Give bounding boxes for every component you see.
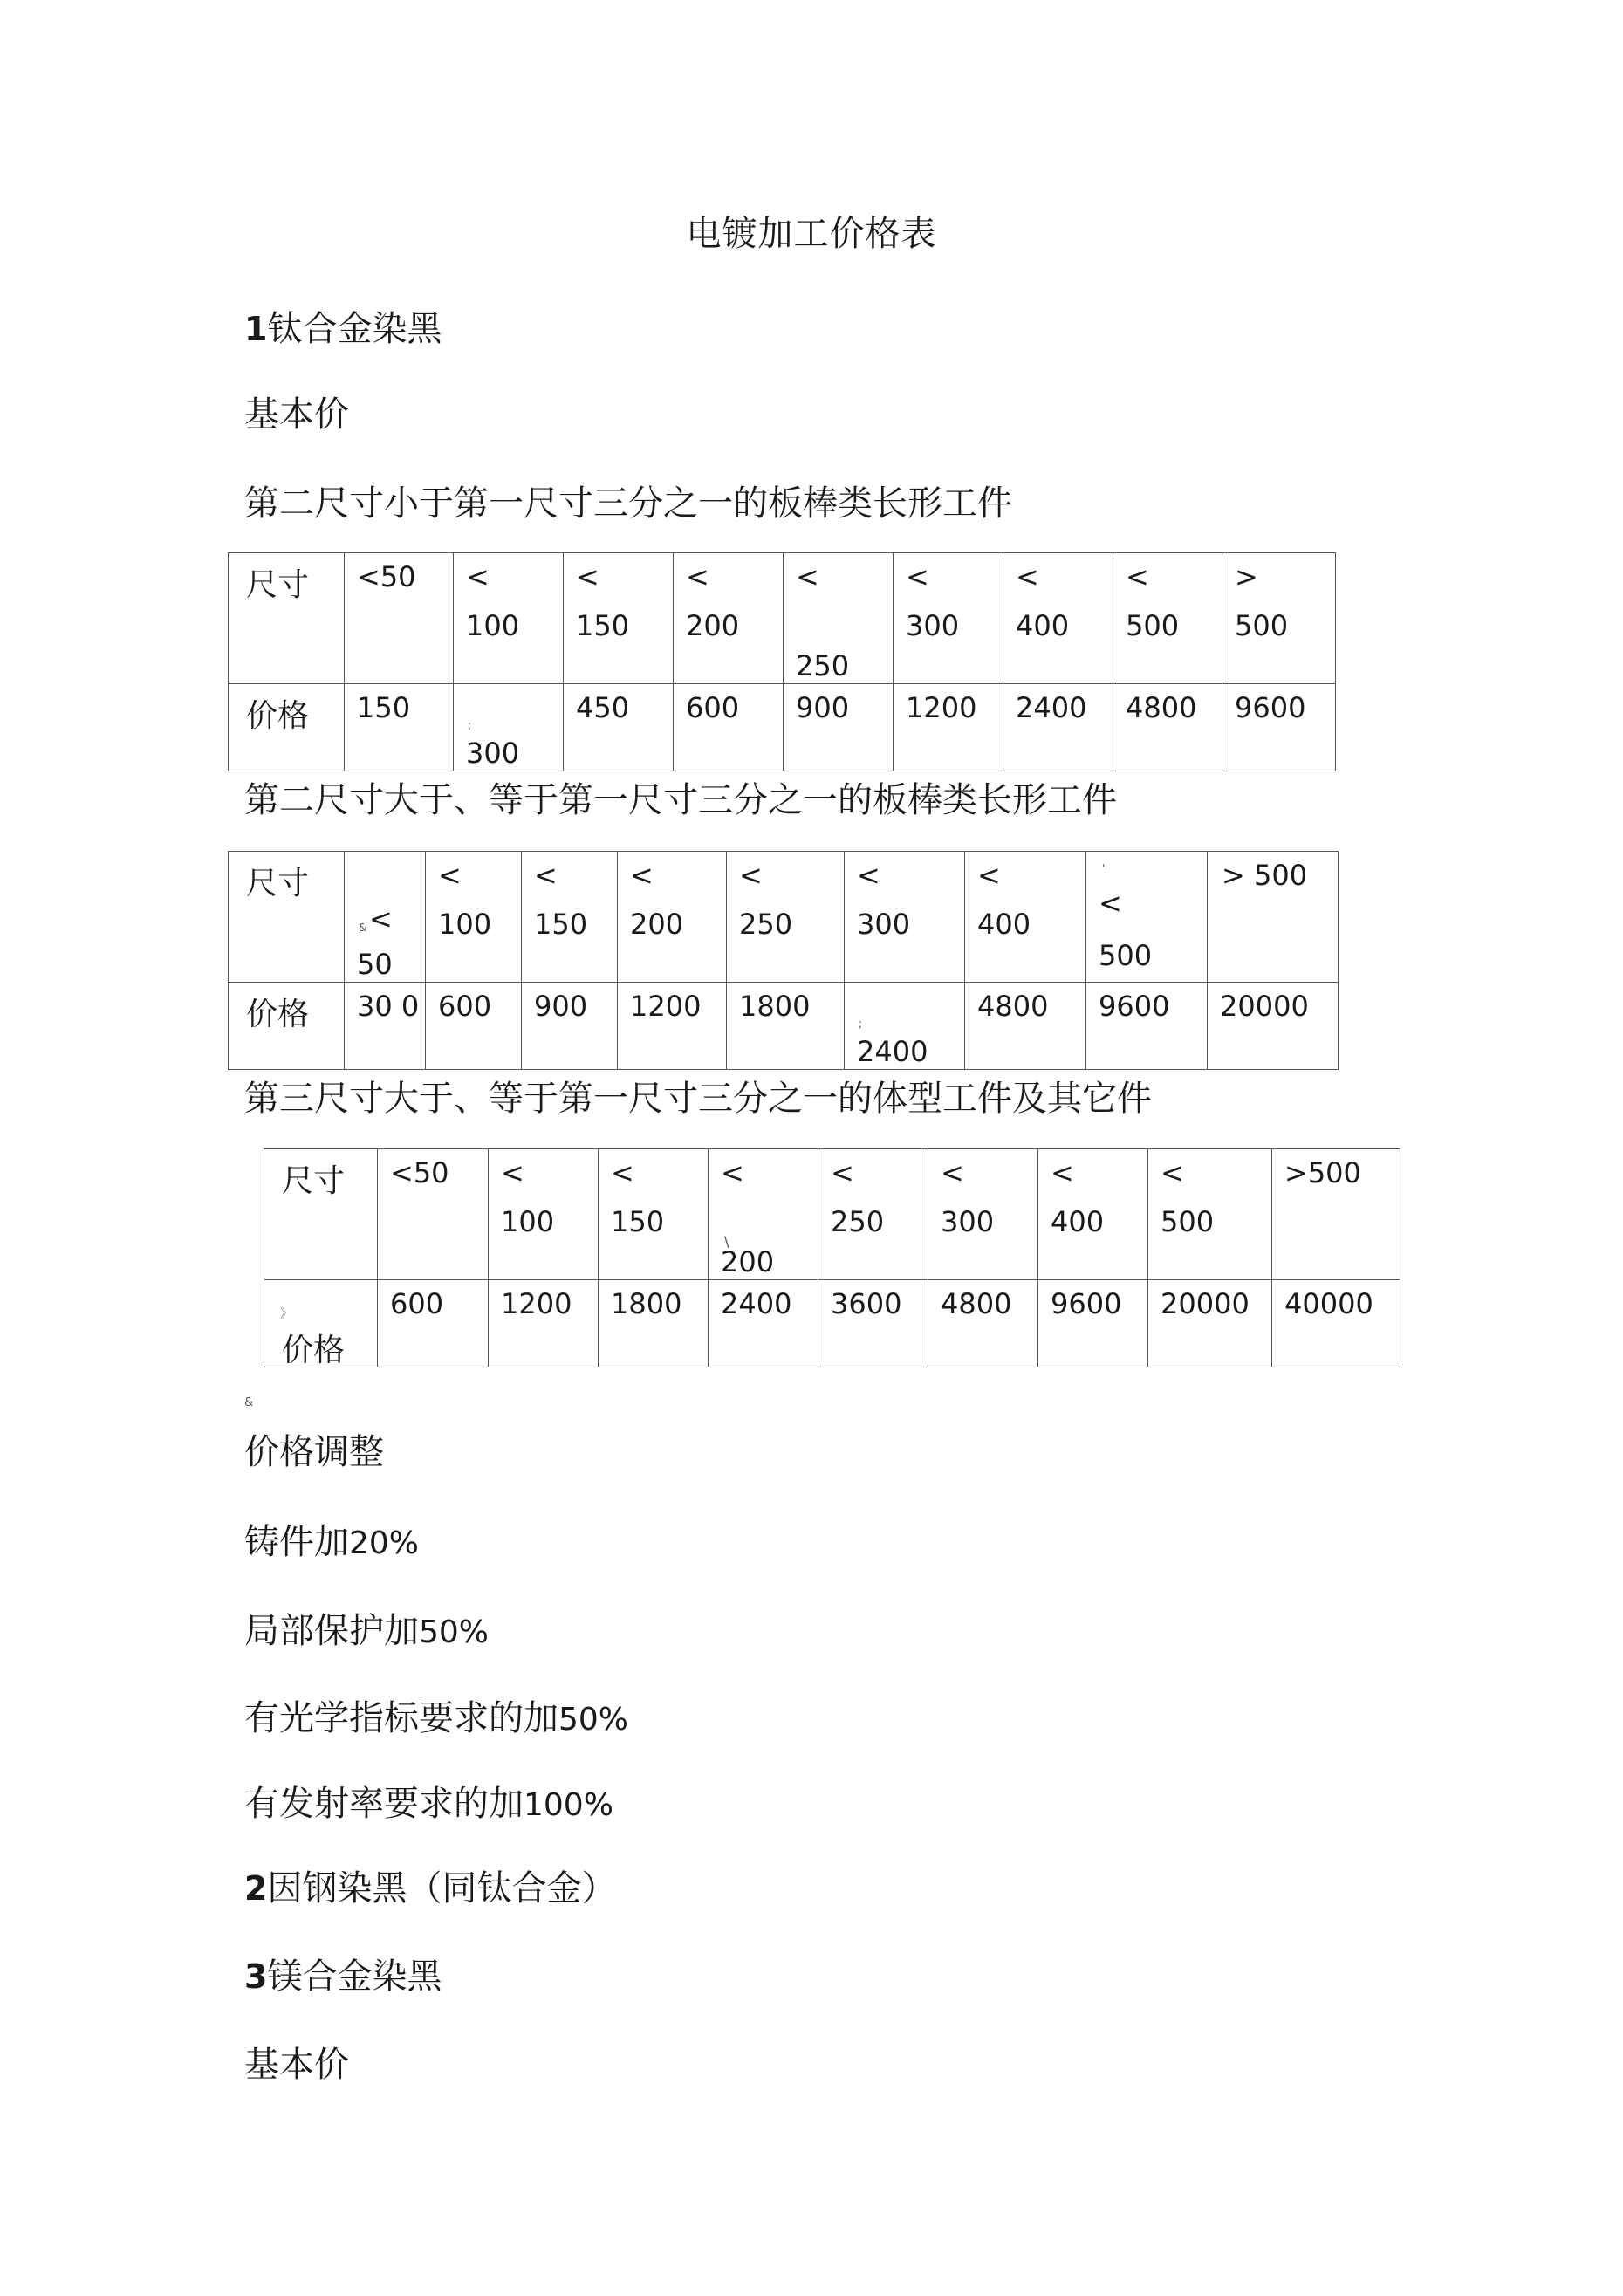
size-cell — [564, 553, 674, 684]
price-label-cell — [229, 983, 345, 1070]
size-value: 400 — [977, 908, 1031, 941]
stray-mark: & — [359, 922, 367, 934]
size-value: 150 — [534, 908, 588, 941]
price-cell — [1222, 684, 1336, 771]
size-label: 尺寸 — [282, 1163, 346, 1199]
price-cell — [1208, 983, 1339, 1070]
less-than-symbol: < — [438, 859, 462, 892]
size-value: 150 — [576, 609, 630, 642]
size-value: >500 — [1284, 1156, 1361, 1189]
price-value: 450 — [576, 691, 630, 724]
stray-mark: \ — [724, 1233, 729, 1250]
size-cell — [845, 852, 965, 983]
price-value: 2400 — [1016, 691, 1087, 724]
document-title: 电镀加工价格表 — [686, 214, 937, 254]
size-cell — [1038, 1149, 1148, 1280]
price-cell — [1003, 684, 1113, 771]
size-label-cell — [229, 852, 345, 983]
price-label: 价格 — [282, 1333, 346, 1368]
size-value: 200 — [686, 609, 740, 642]
size-cell — [784, 553, 894, 684]
size-cell — [1208, 852, 1339, 983]
size-cell — [345, 553, 454, 684]
size-label: 尺寸 — [246, 866, 310, 901]
price-cell — [378, 1280, 489, 1367]
greater-than-symbol: > — [1235, 560, 1258, 593]
price-value: 600 — [390, 1287, 444, 1320]
price-value: 3600 — [831, 1287, 902, 1320]
price-value: 600 — [686, 691, 740, 724]
price-label-cell — [264, 1280, 378, 1367]
price-value: 20000 — [1161, 1287, 1250, 1320]
size-label: 尺寸 — [246, 567, 310, 603]
price-cell — [618, 983, 727, 1070]
price-cell — [454, 684, 564, 771]
stray-mark: ; — [859, 1018, 863, 1030]
size-cell — [522, 852, 618, 983]
size-cell — [965, 852, 1086, 983]
section-3-heading — [244, 1949, 442, 1998]
price-value: 2400 — [857, 1035, 928, 1068]
size-value: > 500 — [1222, 859, 1308, 892]
price-cell — [965, 983, 1086, 1070]
less-than-symbol: < — [466, 560, 490, 593]
price-label: 价格 — [246, 997, 310, 1032]
section-2-heading — [244, 1861, 616, 1910]
size-cell — [1222, 553, 1336, 684]
price-cell — [1086, 983, 1208, 1070]
size-cell — [727, 852, 845, 983]
price-value: 9600 — [1051, 1287, 1122, 1320]
less-than-symbol: < — [1126, 560, 1149, 593]
price-cell — [1148, 1280, 1272, 1367]
price-value: 1200 — [501, 1287, 572, 1320]
size-value: 400 — [1051, 1205, 1105, 1238]
section-1-heading — [244, 301, 442, 351]
price-cell — [1272, 1280, 1400, 1367]
price-cell — [564, 684, 674, 771]
size-value: 250 — [739, 908, 793, 941]
section-number: 3 — [244, 1957, 268, 1996]
price-value: 9600 — [1099, 990, 1170, 1023]
base-price-label: 基本价 — [244, 2045, 349, 2085]
less-than-symbol: < — [1016, 560, 1039, 593]
size-value: <50 — [357, 560, 416, 593]
less-than-symbol: < — [831, 1156, 854, 1189]
price-cell — [522, 983, 618, 1070]
price-cell — [345, 983, 426, 1070]
less-than-symbol: < — [686, 560, 709, 593]
section-text: 钛合金染黑 — [267, 309, 442, 349]
less-than-symbol: < — [796, 560, 819, 593]
stray-mark: ' — [1102, 862, 1106, 874]
size-cell — [1272, 1149, 1400, 1280]
price-value: 4800 — [1126, 691, 1197, 724]
price-cell — [599, 1280, 709, 1367]
less-than-symbol: < — [630, 859, 654, 892]
less-than-symbol: < — [611, 1156, 634, 1189]
size-value: 400 — [1016, 609, 1070, 642]
size-row — [264, 1149, 1400, 1280]
price-value: 150 — [357, 691, 411, 724]
less-than-symbol: < — [576, 560, 599, 593]
size-value: 300 — [857, 908, 911, 941]
less-than-symbol: < — [721, 1156, 744, 1189]
less-than-symbol: < — [1051, 1156, 1074, 1189]
price-value: 20000 — [1220, 990, 1309, 1023]
base-price-label: 基本价 — [244, 394, 349, 435]
less-than-symbol: < — [501, 1156, 524, 1189]
table-3-caption: 第三尺寸大于、等于第一尺寸三分之一的体型工件及其它件 — [244, 1079, 1152, 1119]
size-cell — [894, 553, 1003, 684]
section-text: 因钢染黑（同钛合金） — [267, 1868, 617, 1909]
less-than-symbol: < — [941, 1156, 964, 1189]
price-cell — [928, 1280, 1038, 1367]
price-value: 1200 — [906, 691, 977, 724]
price-table-2 — [228, 851, 1339, 1070]
size-cell — [454, 553, 564, 684]
less-than-symbol: < — [534, 859, 558, 892]
size-label-cell — [264, 1149, 378, 1280]
size-cell — [1086, 852, 1208, 983]
price-cell — [426, 983, 522, 1070]
less-than-symbol: < — [977, 859, 1001, 892]
size-value: 100 — [466, 609, 520, 642]
price-cell — [784, 684, 894, 771]
table-1-caption: 第二尺寸小于第一尺寸三分之一的板棒类长形工件 — [244, 483, 1012, 524]
size-row — [229, 553, 1336, 684]
size-value: 200 — [630, 908, 684, 941]
price-table-3 — [264, 1148, 1400, 1367]
section-number: 1 — [244, 310, 268, 348]
size-value: 250 — [796, 649, 850, 682]
stray-mark: ; — [468, 719, 472, 731]
adjustment-optical — [244, 1690, 628, 1740]
price-value: 900 — [534, 990, 588, 1023]
section-number: 2 — [244, 1869, 268, 1908]
size-label-cell — [229, 553, 345, 684]
size-value: 100 — [501, 1205, 555, 1238]
stray-mark: & — [244, 1396, 254, 1409]
size-value: 100 — [438, 908, 492, 941]
size-value: 250 — [831, 1205, 885, 1238]
less-than-symbol: < — [369, 902, 393, 936]
adjustment-partial-protection — [244, 1603, 489, 1653]
adjustment-emissivity — [244, 1776, 613, 1826]
adjustment-text: 有发射率要求的加 — [244, 1784, 524, 1824]
price-cell — [674, 684, 784, 771]
size-value: <50 — [390, 1156, 449, 1189]
size-cell — [345, 852, 426, 983]
less-than-symbol: < — [1099, 887, 1122, 920]
less-than-symbol: < — [1161, 1156, 1184, 1189]
price-label-cell — [229, 684, 345, 771]
price-adjustment-heading: 价格调整 — [244, 1432, 384, 1472]
size-cell — [378, 1149, 489, 1280]
adjustment-text: 有光学指标要求的加 — [244, 1698, 558, 1738]
size-value: 500 — [1099, 939, 1153, 972]
price-value: 30 0 — [357, 990, 420, 1023]
size-cell — [489, 1149, 599, 1280]
price-cell — [1113, 684, 1222, 771]
size-value: 150 — [611, 1205, 665, 1238]
size-row — [229, 852, 1339, 983]
price-table-1 — [228, 552, 1336, 771]
less-than-symbol: < — [739, 859, 763, 892]
price-cell — [818, 1280, 928, 1367]
section-text: 镁合金染黑 — [267, 1957, 442, 1997]
size-value: 500 — [1161, 1205, 1215, 1238]
size-cell — [618, 852, 727, 983]
less-than-symbol: < — [857, 859, 880, 892]
price-value: 300 — [466, 737, 520, 770]
price-cell — [727, 983, 845, 1070]
adjustment-text: 铸件加 — [244, 1522, 349, 1562]
less-than-symbol: < — [906, 560, 929, 593]
price-label: 价格 — [246, 698, 310, 734]
price-row — [264, 1280, 1400, 1367]
size-cell — [1148, 1149, 1272, 1280]
price-value: 600 — [438, 990, 492, 1023]
price-cell — [345, 684, 454, 771]
size-value: 300 — [941, 1205, 995, 1238]
price-value: 4800 — [941, 1287, 1012, 1320]
size-cell — [599, 1149, 709, 1280]
price-value: 9600 — [1235, 691, 1306, 724]
size-cell — [928, 1149, 1038, 1280]
price-row — [229, 684, 1336, 771]
size-cell — [1003, 553, 1113, 684]
size-cell — [426, 852, 522, 983]
price-value: 900 — [796, 691, 850, 724]
price-value: 4800 — [977, 990, 1049, 1023]
price-cell — [1038, 1280, 1148, 1367]
price-value: 40000 — [1284, 1287, 1373, 1320]
adjustment-percent: 20% — [349, 1525, 420, 1561]
price-value: 1800 — [611, 1287, 682, 1320]
stray-mark: 》 — [280, 1307, 292, 1321]
size-value: 200 — [721, 1245, 775, 1278]
adjustment-percent: 50% — [558, 1702, 629, 1737]
price-cell — [709, 1280, 818, 1367]
price-row — [229, 983, 1339, 1070]
size-cell — [709, 1149, 818, 1280]
price-value: 1800 — [739, 990, 811, 1023]
size-value: 50 — [357, 948, 393, 981]
price-value: 1200 — [630, 990, 702, 1023]
size-cell — [1113, 553, 1222, 684]
price-value: 2400 — [721, 1287, 792, 1320]
size-value: 500 — [1126, 609, 1180, 642]
table-2-caption: 第二尺寸大于、等于第一尺寸三分之一的板棒类长形工件 — [244, 780, 1117, 820]
size-cell — [674, 553, 784, 684]
adjustment-castings — [244, 1514, 419, 1564]
adjustment-text: 局部保护加 — [244, 1611, 419, 1651]
adjustment-percent: 100% — [524, 1787, 613, 1823]
size-cell — [818, 1149, 928, 1280]
size-value: 500 — [1235, 609, 1289, 642]
price-cell — [845, 983, 965, 1070]
size-value: 300 — [906, 609, 960, 642]
adjustment-percent: 50% — [419, 1614, 490, 1650]
price-cell — [894, 684, 1003, 771]
price-cell — [489, 1280, 599, 1367]
